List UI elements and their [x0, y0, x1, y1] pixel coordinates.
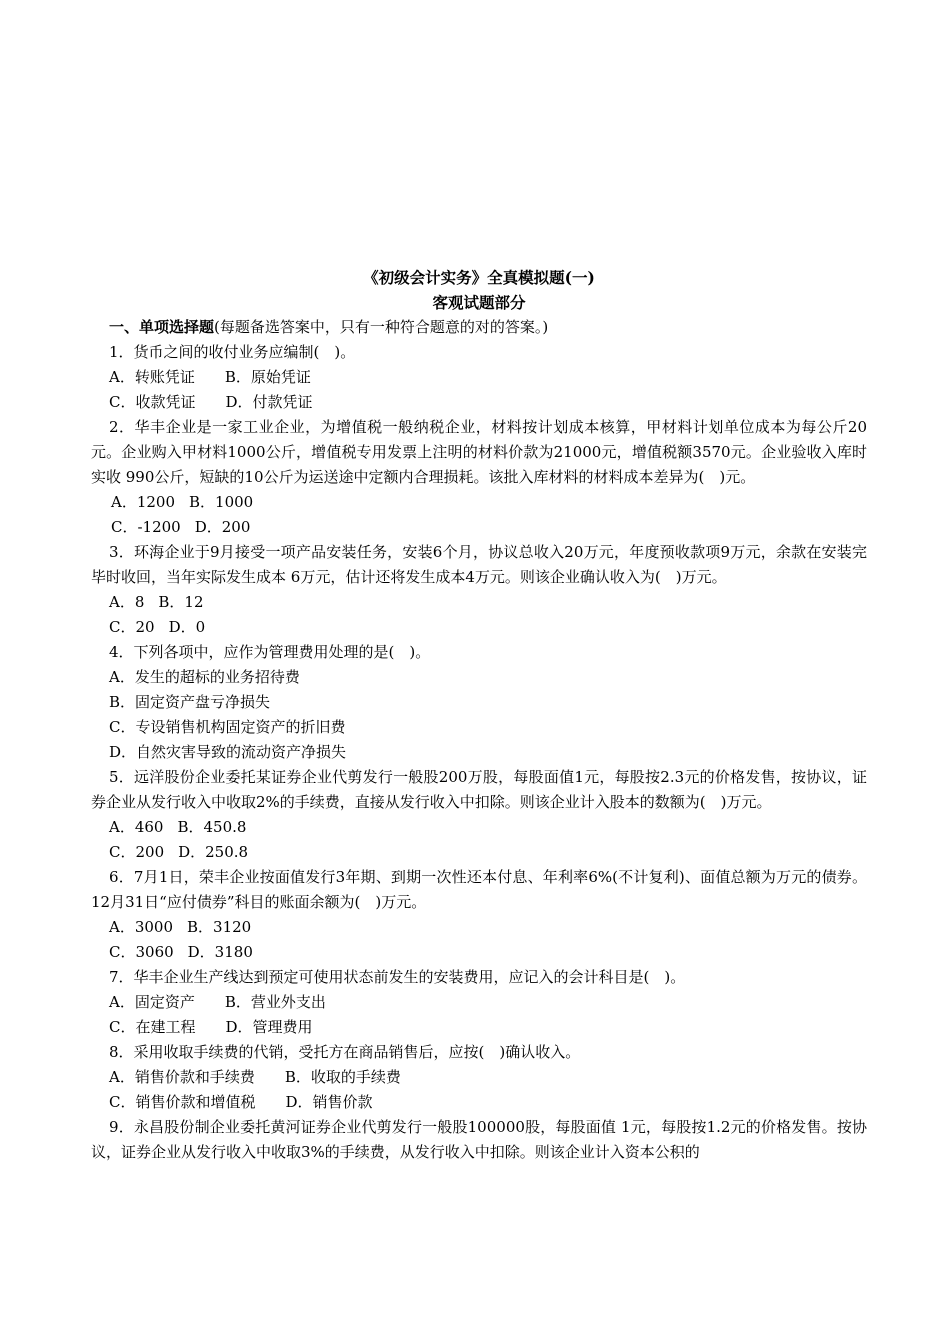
- question-8-options-row: [91, 1090, 867, 1115]
- option: B．1000: [189, 493, 254, 511]
- question-5-options-row: [91, 840, 867, 865]
- option: A．销售价款和手续费: [109, 1068, 255, 1086]
- option: A．固定资产: [109, 993, 195, 1011]
- question-3-stem: 3．环海企业于9月接受一项产品安装任务，安装6个月，协议总收入20万元，年度预收款项9万元，余款在安装完毕时收回，当年实际发生成本 6万元，估计还将发生成本4万元。则该企业确认收入为( )万元。: [91, 543, 867, 586]
- option: A．1200: [111, 493, 176, 511]
- option: C．20: [109, 618, 155, 636]
- option: B．12: [158, 593, 204, 611]
- option: C．收款凭证: [109, 393, 196, 411]
- document-page: [91, 265, 867, 1165]
- option: B．450.8: [177, 818, 247, 836]
- question-8-stem: 8．采用收取手续费的代销，受托方在商品销售后，应按( )确认收入。: [109, 1043, 581, 1061]
- option: C．3060: [109, 943, 174, 961]
- question-2-options-row: [91, 490, 867, 515]
- question-5-options-row: [91, 815, 867, 840]
- section-note: (每题备选答案中，只有一种符合题意的对的答案。): [214, 318, 549, 336]
- question-3-options-row: [91, 615, 867, 640]
- option: D．3180: [187, 943, 253, 961]
- option: D．250.8: [178, 843, 249, 861]
- option: D．付款凭证: [225, 393, 313, 411]
- question-9-stem: 9．永昌股份制企业委托黄河证券企业代剪发行一般股100000股，每股面值 1元，每股按1.2元的价格发售。按协议，证券企业从发行收入中收取3%的手续费，从发行收入中扣除。则该企业计入资本公积的: [91, 1118, 867, 1161]
- option: D．销售价款: [285, 1093, 373, 1111]
- question-4-stem: 4．下列各项中，应作为管理费用处理的是( )。: [109, 643, 431, 661]
- question-2-options-row: [91, 515, 867, 540]
- option: B．营业外支出: [224, 993, 326, 1011]
- option: B．收取的手续费: [284, 1068, 401, 1086]
- section-heading: [91, 315, 867, 340]
- question-5-stem: 5．远洋股份企业委托某证券企业代剪发行一般股200万股，每股面值1元，每股按2.3元的价格发售，按协议，证券企业从发行收入中收取2%的手续费，直接从发行收入中扣除。则该企业计入股本的数额为( )万元。: [91, 768, 867, 811]
- option: D．管理费用: [225, 1018, 313, 1036]
- option: C．200: [109, 843, 165, 861]
- question-1-options-row: [91, 365, 867, 390]
- document-title: 《初级会计实务》全真模拟题(一): [363, 268, 595, 287]
- question-4-option: D．自然灾害导致的流动资产净损失: [109, 743, 347, 761]
- question-1-options-row: [91, 390, 867, 415]
- question-3-options-row: [91, 590, 867, 615]
- section-head-label: 一、单项选择题: [109, 318, 215, 336]
- document-subtitle: 客观试题部分: [432, 293, 526, 312]
- option: A．3000: [109, 918, 174, 936]
- question-4-option: B．固定资产盘亏净损失: [109, 693, 271, 711]
- option: A．8: [109, 593, 145, 611]
- question-7-options-row: [91, 990, 867, 1015]
- option: C．销售价款和增值税: [109, 1093, 256, 1111]
- question-4-option: C．专设销售机构固定资产的折旧费: [109, 718, 346, 736]
- option: D．200: [194, 518, 251, 536]
- question-6-options-row: [91, 915, 867, 940]
- question-6-stem: 6．7月1日，荣丰企业按面值发行3年期、到期一次性还本付息、年利率6%(不计复利)、面值总额为万元的债券。12月31日“应付债券”科目的账面余额为( )万元。: [91, 868, 867, 911]
- question-1-stem: 1．货币之间的收付业务应编制( )。: [109, 343, 356, 361]
- question-7-stem: 7．华丰企业生产线达到预定可使用状态前发生的安装费用，应记入的会计科目是( )。: [109, 968, 686, 986]
- option: B．3120: [187, 918, 252, 936]
- option: A．460: [109, 818, 164, 836]
- option: B．原始凭证: [224, 368, 311, 386]
- question-7-options-row: [91, 1015, 867, 1040]
- question-8-options-row: [91, 1065, 867, 1090]
- option: C．在建工程: [109, 1018, 196, 1036]
- option: A．转账凭证: [109, 368, 195, 386]
- option: C．-1200: [111, 518, 181, 536]
- option: D．0: [168, 618, 206, 636]
- question-4-option: A．发生的超标的业务招待费: [109, 668, 300, 686]
- question-2-stem: 2．华丰企业是一家工业企业，为增值税一般纳税企业，材料按计划成本核算，甲材料计划单位成本为每公斤20元。企业购入甲材料1000公斤，增值税专用发票上注明的材料价款为21000元，增值税额3570元。企业验收入库时实收 990公斤，短缺的10公斤为运送途中定额内合理损耗。该批入库材料的材料成本差异为( )元。: [91, 418, 867, 486]
- question-6-options-row: [91, 940, 867, 965]
